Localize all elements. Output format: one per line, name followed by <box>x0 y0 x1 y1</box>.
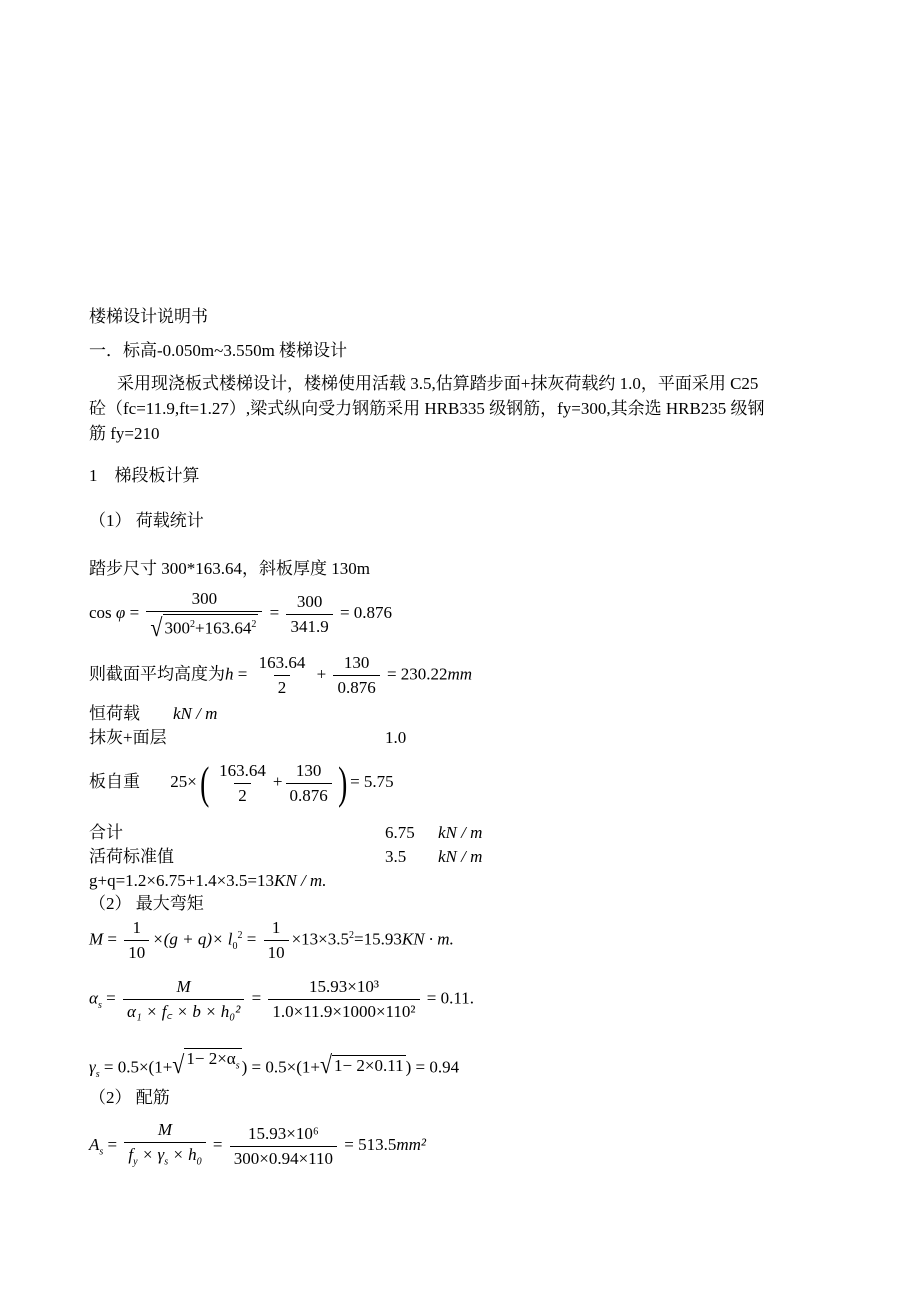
alpha-formula: $\alpha_s$ = $\frac{M}{\text{α₁ × f꜀ × b × h₀²}}$ = $\frac{\text{15.93×10³}}{\text{1.0×11.9×1000×110²}}$ = 0.11. <box>89 977 474 1021</box>
total-row: 合计 <box>89 823 123 842</box>
dead-load-row: 恒荷载 kN / m <box>89 704 218 723</box>
gamma-formula: $\gamma_s = 0.5\times(1+$ √ $1- 2\times\alpha_s$ ) = 0.5×(1+ √ 1− 2×0.11 ) = 0.94 <box>89 1049 460 1080</box>
intro-line-2: 砼（fc=11.9,ft=1.27）,梁式纵向受力钢筋采用 HRB335 级钢筋，fy=300,其余选 HRB235 级钢 <box>89 399 765 418</box>
subheading-stair-slab: 1 梯段板计算 <box>89 466 200 485</box>
total-value: 6.75 <box>385 823 415 842</box>
design-load-formula: g+q=1.2×6.75+1.4×3.5=13KN / m. <box>89 871 327 890</box>
total-unit: kN / m <box>438 823 483 842</box>
live-load-unit: kN / m <box>438 847 483 866</box>
plaster-row: 抹灰+面层 <box>89 728 167 747</box>
doc-title: 楼梯设计说明书 <box>89 307 208 326</box>
plaster-value: 1.0 <box>385 728 407 747</box>
cos-fraction-2: $\frac{300}{341.9}$ <box>286 592 332 637</box>
cos-fraction-1: 300 √ $300^2+163.64^2$ <box>146 589 262 640</box>
intro-line-1: 采用现浇板式楼梯设计，楼梯使用活载 3.5,估算踏步面+抹灰荷载约 1.0，平面采用 C25 <box>117 374 759 393</box>
subheading-reinforcement: （2） 配筋 <box>89 1088 170 1107</box>
self-weight-formula: 板自重 25×( $\frac{163.64}{2}$ + $\frac{130}{0.876}$ ) = 5.75 <box>89 757 394 808</box>
subheading-max-moment: （2） 最大弯矩 <box>89 894 204 913</box>
live-load-row: 活荷标准值 <box>89 847 174 866</box>
cos-formula: cos φ = 300 √ $300^2+163.64^2$ = $\frac{300}{341.9}$ = 0.876 <box>89 589 393 642</box>
moment-formula: M = $\frac{1}{10}$ $\times(g + q)\times l_0^2$ = $\frac{1}{10}$ $\times 13\times 3.5^2=15.93KN \cdot m$. <box>89 918 454 962</box>
subheading-load-stats: （1） 荷载统计 <box>89 511 204 530</box>
live-load-value: 3.5 <box>385 847 407 866</box>
section-heading: 一．标高-0.050m~3.550m 楼梯设计 <box>89 341 348 360</box>
step-size-text: 踏步尺寸 300*163.64，斜板厚度 130m <box>89 559 370 578</box>
steel-area-formula: $A_s$ = $\frac{M}{f_y \times \gamma_s \times h_0}$ = $\frac{\text{15.93×10⁶}}{300\times 0.94\times 110}$ = 513.5mm² <box>89 1120 426 1172</box>
avg-height-formula: 则截面平均高度为h = $\frac{163.64}{2}$ + $\frac{130}{0.876}$ = 230.22mm <box>89 653 473 697</box>
intro-line-3: 筋 fy=210 <box>89 424 160 443</box>
